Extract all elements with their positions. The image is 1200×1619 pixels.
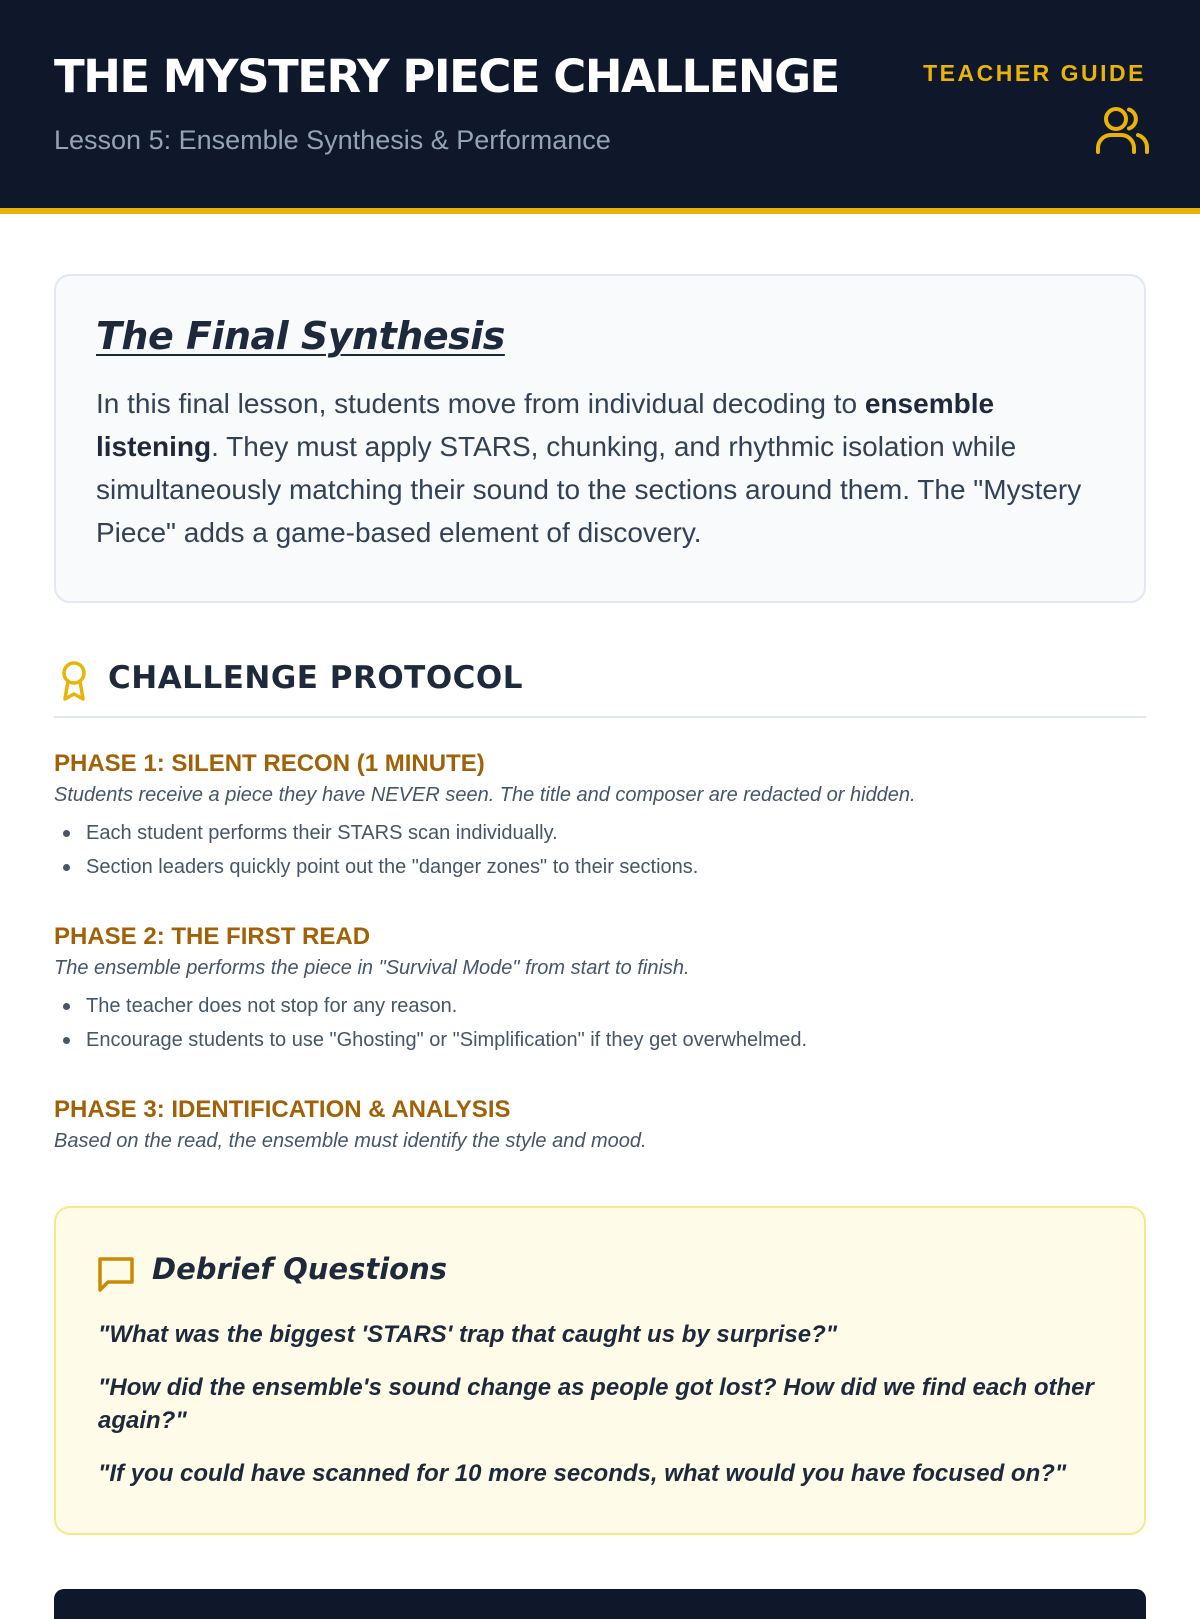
synthesis-title: The Final Synthesis [96, 314, 505, 358]
protocol-title: CHALLENGE PROTOCOL [108, 660, 524, 696]
debrief-question: "How did the ensemble's sound change as people got lost? How did we find each other again?" [98, 1374, 1094, 1434]
page-header [0, 0, 1200, 214]
phase-description: Based on the read, the ensemble must identify the style and mood. [54, 1130, 647, 1152]
challenge-protocol-header [54, 656, 1146, 718]
phase-bullets [54, 989, 1146, 1057]
list-item: Section leaders quickly point out the "danger zones" to their sections. [86, 850, 1146, 884]
synthesis-text [96, 382, 1104, 554]
phase-title: PHASE 1: SILENT RECON (1 MINUTE) [54, 750, 485, 777]
phase-3 [54, 1094, 1146, 1156]
award-icon [57, 660, 91, 702]
phase-1 [54, 748, 1146, 884]
list-item: Each student performs their STARS scan individually. [86, 816, 1146, 850]
page-title: THE MYSTERY PIECE CHALLENGE [54, 50, 839, 103]
debrief-title: Debrief Questions [152, 1252, 447, 1286]
debrief-questions-card [54, 1206, 1146, 1535]
list-item: The teacher does not stop for any reason. [86, 989, 1146, 1023]
phase-description: Students receive a piece they have NEVER seen. The title and composer are redacted or hidden. [54, 784, 916, 806]
footer-bar [54, 1589, 1146, 1619]
synthesis-text-intro: In this final lesson, students move from individual decoding to [96, 388, 865, 419]
debrief-question-list [98, 1318, 1108, 1510]
phase-bullets [54, 816, 1146, 884]
teacher-guide-label: TEACHER GUIDE [923, 60, 1146, 86]
debrief-question: "If you could have scanned for 10 more seconds, what would you have focused on?" [98, 1460, 1067, 1487]
phase-2 [54, 921, 1146, 1057]
chat-icon [97, 1255, 135, 1293]
lesson-subtitle: Lesson 5: Ensemble Synthesis & Performance [54, 125, 611, 155]
synthesis-text-rest: . They must apply STARS, chunking, and rhythmic isolation while simultaneously matching their sound to the sections around them. The "Mystery Piece" adds a game-based element of discovery. [96, 431, 1082, 548]
users-icon [1094, 104, 1150, 156]
final-synthesis-card [54, 274, 1146, 603]
synthesis-text-emphasis: ensemble listening [96, 388, 995, 462]
phase-title: PHASE 3: IDENTIFICATION & ANALYSIS [54, 1096, 511, 1123]
list-item: Encourage students to use "Ghosting" or "Simplification" if they get overwhelmed. [86, 1023, 1146, 1057]
phase-title: PHASE 2: THE FIRST READ [54, 923, 371, 950]
debrief-question: "What was the biggest 'STARS' trap that caught us by surprise?" [98, 1321, 838, 1348]
phase-description: The ensemble performs the piece in "Survival Mode" from start to finish. [54, 957, 690, 979]
